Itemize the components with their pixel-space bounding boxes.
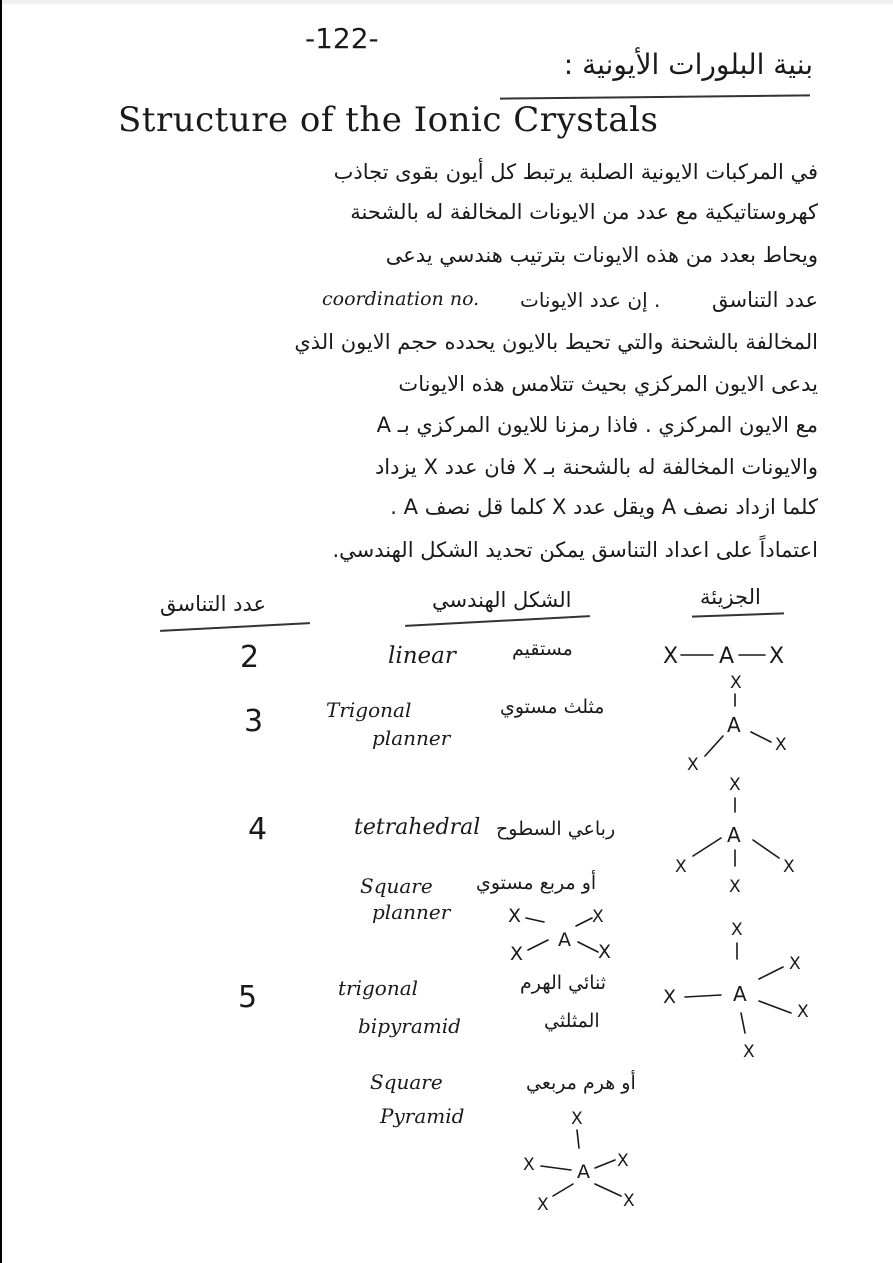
page-left-border [0, 0, 2, 1263]
bond-line [595, 1160, 615, 1168]
ligand-x-label: X [663, 986, 677, 1008]
ligand-x-label: X [508, 905, 522, 927]
title-arabic: بنية البلورات الأيونية : [563, 48, 813, 81]
bond-line [576, 918, 592, 926]
row-5-shape-en-1: trigonal [338, 976, 419, 1000]
title-english: Structure of the Ionic Crystals [118, 100, 659, 140]
ligand-x-label: X [592, 907, 604, 927]
paragraph-conclusion: اعتماداً على اعداد التناسق يمكن تحديد الشكل الهندسي. [332, 538, 818, 562]
header-coordination-number: عدد التناسق [160, 592, 266, 616]
bond-line [759, 1001, 791, 1013]
row-3-shape-ar: مثلث مستوي [500, 696, 605, 718]
ligand-x-label: X [729, 877, 741, 897]
ligand-x-label: X [743, 1042, 755, 1062]
row-5-shape-ar-1: ثنائي الهرم [520, 972, 607, 994]
ligand-x-label: X [687, 755, 699, 775]
tetrahedral-diagram [665, 770, 805, 900]
square-pyramid-diagram [515, 1100, 655, 1220]
row-4-number: 4 [248, 812, 268, 847]
row-3-number: 3 [244, 704, 264, 739]
bond-line [595, 1184, 621, 1196]
row-3-shape-en-2: planner [372, 726, 451, 750]
ligand-x-label: X [729, 775, 741, 795]
square-planar-diagram [500, 900, 630, 970]
bond-line [526, 918, 544, 922]
ligand-x-label: X [769, 644, 785, 669]
row-2-number: 2 [240, 640, 260, 675]
row-2-shape-en: linear [388, 643, 456, 669]
row-5-alt-en-2: Pyramid [380, 1104, 465, 1128]
ligand-x-label: X [775, 735, 787, 755]
ligand-x-label: X [598, 941, 612, 963]
bond-line [541, 1166, 571, 1170]
row-5-shape-ar-2: المثلثي [544, 1010, 600, 1032]
bond-line [577, 1130, 579, 1148]
row-4-shape-ar: رباعي السطوح [496, 818, 616, 840]
bond-line [705, 736, 723, 756]
header-molecule-underline [692, 612, 784, 617]
paragraph-line-7: مع الايون المركزي . فاذا رمزنا للايون المركزي بـ A [376, 413, 818, 437]
ligand-x-label: X [623, 1191, 635, 1211]
title-underline [500, 94, 810, 99]
row-4-alt-en-1: Square [360, 874, 433, 898]
ligand-x-label: X [537, 1195, 549, 1215]
paragraph-line-2: كهروستاتيكية مع عدد من الايونات المخالفة له بالشحنة [350, 200, 818, 224]
row-5-alt-en-1: Square [370, 1070, 443, 1094]
row-4-shape-en: tetrahedral [354, 815, 481, 840]
paragraph-line-4-term: عدد التناسق [712, 288, 818, 312]
bond-line [751, 732, 771, 742]
row-5-alt-ar: أو هرم مربعي [526, 1072, 636, 1094]
row-3-shape-en-1: Trigonal [326, 698, 412, 722]
page-top-edge [0, 0, 893, 4]
central-a-label: A [719, 644, 735, 669]
paragraph-line-1: في المركبات الايونية الصلبة يرتبط كل أيون بقوى تجاذب [333, 160, 818, 184]
ligand-x-label: X [617, 1151, 629, 1171]
trigonal-bipyramid-diagram [655, 915, 825, 1065]
ligand-x-label: X [731, 920, 743, 940]
ligand-x-label: X [571, 1109, 583, 1129]
paragraph-line-8: والايونات المخالفة له بالشحنة بـ X فان عدد X يزداد [374, 455, 818, 479]
paragraph-line-9: كلما ازداد نصف A ويقل عدد X كلما قل نصف A . [390, 495, 818, 519]
bond-line [741, 1013, 745, 1033]
ligand-x-label: X [730, 673, 742, 693]
ligand-x-label: X [510, 943, 524, 965]
central-a-label: A [727, 713, 741, 737]
row-4-alt-ar: أو مربع مستوي [476, 872, 597, 894]
page-number: -122- [305, 22, 379, 55]
trigonal-planar-diagram [675, 670, 805, 780]
ligand-x-label: X [675, 857, 687, 877]
central-a-label: A [577, 1161, 590, 1183]
ligand-x-label: X [789, 954, 801, 974]
header-molecule: الجزيئة [700, 585, 761, 609]
row-2-shape-ar: مستقيم [512, 638, 573, 660]
coordination-number-term: coordination no. [322, 288, 480, 310]
bond-line [753, 840, 779, 858]
paragraph-line-6: يدعى الايون المركزي بحيث تتلامس هذه الايونات [398, 372, 818, 396]
bond-line [685, 995, 721, 997]
header-shape-underline [405, 615, 590, 627]
bond-line [759, 967, 783, 979]
row-5-shape-en-2: bipyramid [358, 1014, 461, 1038]
header-coordination-underline [160, 622, 310, 632]
ligand-x-label: X [797, 1002, 809, 1022]
bond-line [578, 942, 598, 952]
central-a-label: A [733, 982, 747, 1006]
row-5-number: 5 [238, 980, 258, 1015]
paragraph-line-4-end: . إن عدد الايونات [520, 288, 661, 312]
bond-line [553, 1184, 573, 1196]
central-a-label: A [727, 823, 741, 847]
ligand-x-label: X [783, 857, 795, 877]
row-4-alt-en-2: planner [372, 900, 451, 924]
central-a-label: A [558, 929, 571, 951]
paragraph-line-3: ويحاط بعدد من هذه الايونات بترتيب هندسي يدعى [385, 243, 818, 267]
paragraph-line-5: المخالفة بالشحنة والتي تحيط بالايون يحدده حجم الايون الذي [294, 330, 818, 354]
ligand-x-label: X [663, 644, 679, 669]
bond-line [528, 940, 548, 950]
ligand-x-label: X [523, 1155, 535, 1175]
header-shape: الشكل الهندسي [432, 588, 572, 612]
bond-line [693, 838, 721, 856]
linear-molecule-diagram [655, 635, 795, 675]
